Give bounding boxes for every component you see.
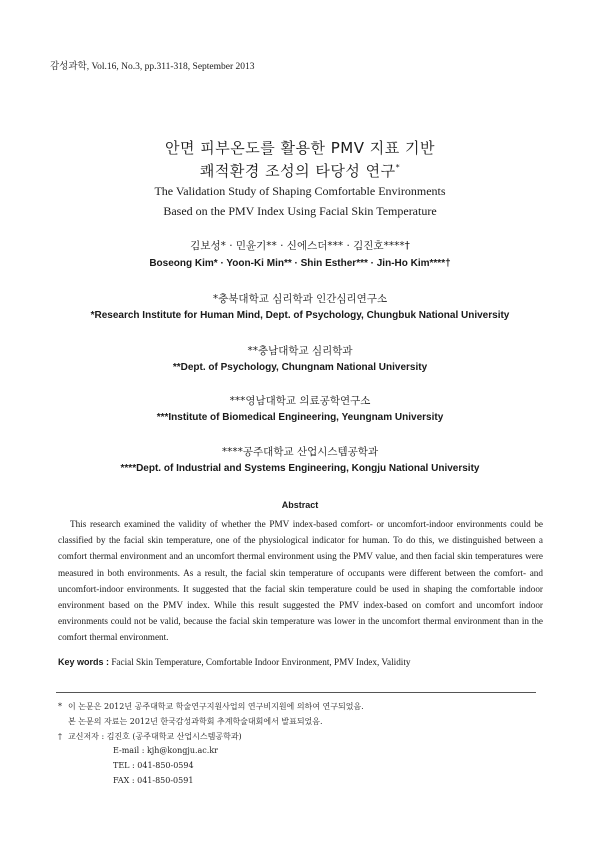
footnote-corresponding-author-text: 교신저자 : 김진호 (공주대학교 산업시스템공학과) bbox=[68, 732, 242, 741]
affiliation-3-korean: ***영남대학교 의료공학연구소 bbox=[229, 395, 371, 407]
affiliation-2-english: **Dept. of Psychology, Chungnam National University bbox=[172, 362, 428, 373]
journal-citation: 감성과학, Vol.16, No.3, pp.311-318, September 2013 bbox=[50, 62, 255, 72]
footnote-presentation: 본 논문의 자료는 2012년 한국감성과학회 추계학술대회에서 발표되었음. bbox=[68, 717, 323, 726]
title-english-line-2: Based on the PMV Index Using Facial Skin Temperature bbox=[163, 204, 437, 218]
footnote-mark-dagger: † bbox=[58, 732, 62, 741]
title-english-line-1: The Validation Study of Shaping Comfortable Environments bbox=[154, 184, 446, 198]
authors-korean: 김보성* · 민윤기** · 신에스더*** · 김진호****† bbox=[190, 240, 410, 252]
footnote-funding-text: 이 논문은 2012년 공주대학교 학술연구지원사업의 연구비지원에 의하여 연구되었음. bbox=[68, 702, 364, 711]
footnote-funding bbox=[58, 701, 364, 712]
affiliation-4-english: ****Dept. of Industrial and Systems Engineering, Kongju National University bbox=[120, 463, 480, 474]
title-korean-line-1: 안면 피부온도를 활용한 PMV 지표 기반 bbox=[165, 139, 435, 157]
contact-email: E-mail : kjh@kongju.ac.kr bbox=[113, 746, 219, 755]
authors-english: Boseong Kim* · Yoon-Ki Min** · Shin Esther*** · Jin-Ho Kim****† bbox=[149, 258, 451, 269]
footnote-divider bbox=[56, 692, 536, 693]
contact-tel: TEL : 041-850-0594 bbox=[113, 761, 194, 770]
title-korean-line-2 bbox=[0, 160, 600, 181]
affiliation-2-korean: **충남대학교 심리학과 bbox=[247, 345, 353, 357]
keywords-text: Facial Skin Temperature, Comfortable Indoor Environment, PMV Index, Validity bbox=[111, 657, 411, 667]
title-footnote-mark: * bbox=[395, 163, 401, 172]
affiliation-4-korean: ****공주대학교 산업시스템공학과 bbox=[221, 446, 379, 458]
title-korean-line-2-text: 쾌적환경 조성의 타당성 연구 bbox=[199, 162, 396, 180]
keywords-label: Key words : bbox=[58, 657, 110, 667]
keywords bbox=[58, 657, 543, 667]
affiliation-1-english: *Research Institute for Human Mind, Dept. of Psychology, Chungbuk National University bbox=[90, 310, 510, 321]
contact-fax: FAX : 041-850-0591 bbox=[113, 776, 194, 785]
abstract-body: This research examined the validity of whether the PMV index-based comfort- or uncomfort-indoor environments could be classified by the facial skin temperature, one of the physiological indicator for human. To do this, we distinguished between a comfort thermal environment and an uncomfort thermal environment using the PMV value, and then facial skin temperatures were measured in both environments. As a result, the facial skin temperature of occupants were different between the comfort- and uncomfort-indoor environments. It suggested that the facial skin temperature could be used in shaping the comfortable indoor environment based on the PMV index. While this result suggested the PMV index-based on comfort and uncomfort indoor environments could not be valid, because the facial skin temperature was lower in the uncomfort thermal environment than in the comfort thermal environment. bbox=[58, 519, 543, 643]
affiliation-1-korean: *충북대학교 심리학과 인간심리연구소 bbox=[212, 293, 388, 305]
affiliation-3-english: ***Institute of Biomedical Engineering, Yeungnam University bbox=[156, 412, 444, 423]
footnote-mark-asterisk: * bbox=[58, 702, 62, 711]
footnote-corresponding-author bbox=[58, 731, 242, 742]
abstract-heading: Abstract bbox=[281, 500, 319, 510]
